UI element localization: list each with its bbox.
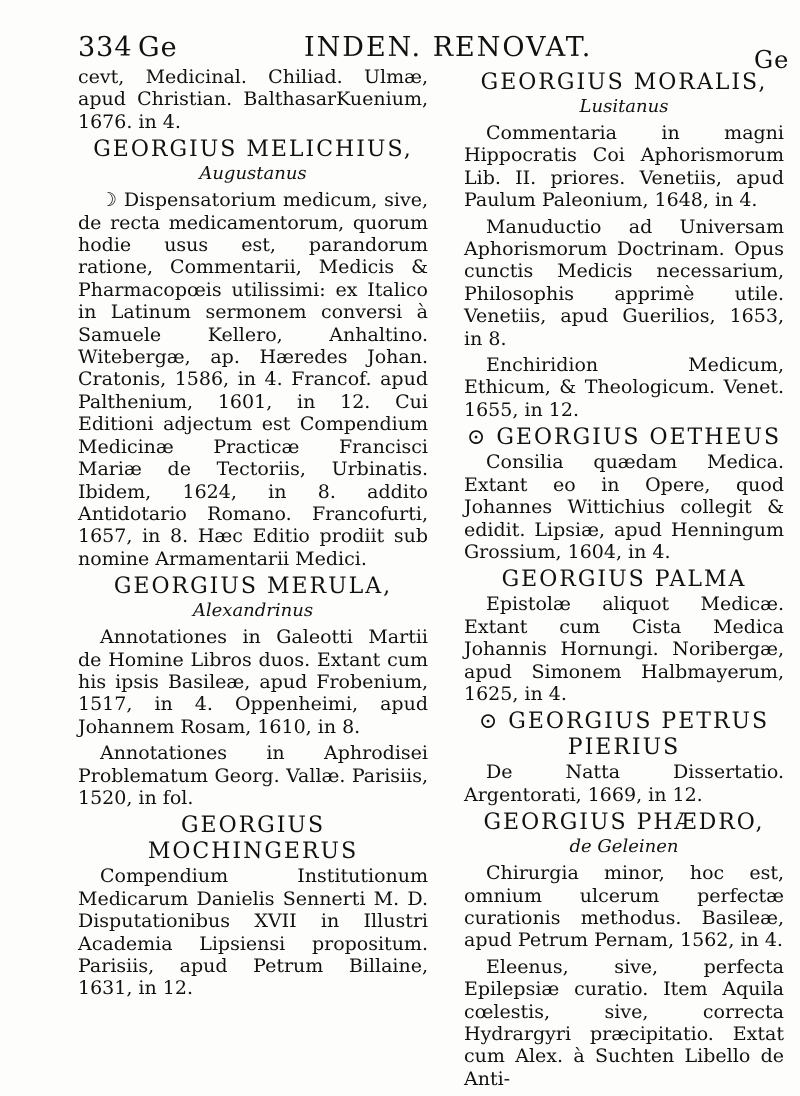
entry-paragraph: Annotationes in Galeotti Martii de Homine Libros duos. Extant cum his ipsis Basileæ, apud Frobenium, 1517, in 4. Oppenheimi, apud Johannem Rosam, 1610, in 8. bbox=[78, 626, 428, 738]
entry-mochingerus bbox=[78, 813, 428, 999]
entry-paragraph: Compendium Institutionum Medicarum Danielis Sennerti M. D. Disputationibus XVII in Illustri Academia Lipsiensi propositum. Parisiis, apud Petrum Billaine, 1631, in 12. bbox=[78, 865, 428, 1000]
entry-oetheus bbox=[464, 425, 784, 563]
header-right-word: Ge bbox=[754, 46, 790, 74]
entry-pierius bbox=[464, 709, 784, 806]
entry-paragraph: Commentaria in magni Hippocratis Coi Aphorismorum Lib. II. priores. Venetiis, apud Paulum Paleonium, 1648, in 4. bbox=[464, 122, 784, 212]
entry-heading: GEORGIUS PHÆDRO, bbox=[483, 810, 765, 836]
entry-paragraph: Epistolæ aliquot Medicæ. Extant cum Cista Medica Johannis Hornungi. Noribergæ, apud Simonem Halbmayerum, 1625, in 4. bbox=[464, 593, 784, 705]
running-title: INDEN. RENOVAT. bbox=[304, 32, 593, 63]
entry-melichius bbox=[78, 137, 428, 570]
entry-heading: ⊙ GEORGIUS PETRUS PIERIUS bbox=[478, 709, 770, 761]
entry-origin: Alexandrinus bbox=[192, 600, 314, 622]
entry-merula bbox=[78, 574, 428, 809]
entry-paragraph: Chirurgia minor, hoc est, omnium ulcerum perfectæ curationis methodus. Basileæ, apud Petrum Pernam, 1562, in 4. bbox=[464, 862, 784, 952]
right-column bbox=[464, 66, 784, 1094]
entry-paragraph: De Natta Dissertatio. Argentorati, 1669, in 12. bbox=[464, 761, 784, 806]
continuation-text: cevt, Medicinal. Chiliad. Ulmæ, apud Christian. BalthasarKuenium, 1676. in 4. bbox=[78, 66, 428, 133]
entry-heading: GEORGIUS MERULA, bbox=[113, 574, 393, 600]
entry-moralis bbox=[464, 70, 784, 421]
entry-paragraph: Consilia quædam Medica. Extant eo in Opere, quod Johannes Wittichius collegit & edidit. Lipsiæ, apud Henningum Grossium, 1604, in 4. bbox=[464, 451, 784, 563]
entry-palma bbox=[464, 567, 784, 705]
entry-paragraph: Enchiridion Medicum, Ethicum, & Theologicum. Venet. 1655, in 12. bbox=[464, 354, 784, 421]
running-header bbox=[78, 26, 790, 74]
page-number: 334 bbox=[78, 32, 133, 63]
entry-paragraph: Eleenus, sive, perfecta Epilepsiæ curatio. Item Aquila cœlestis, sive, correcta Hydrargyri præcipitatio. Extat cum Alex. à Suchten Libello de Anti- bbox=[464, 955, 784, 1090]
entry-heading: GEORGIUS MOCHINGERUS bbox=[147, 813, 359, 865]
entry-heading: ⊙ GEORGIUS OETHEUS bbox=[466, 425, 782, 451]
left-column bbox=[78, 66, 428, 1004]
entry-heading: GEORGIUS MORALIS, bbox=[480, 70, 768, 95]
entry-paragraph: Annotationes in Aphrodisei Problematum Georg. Vallæ. Parisiis, 1520, in fol. bbox=[78, 742, 428, 809]
entry-heading: GEORGIUS MELICHIUS, bbox=[93, 137, 413, 163]
entry-heading: GEORGIUS PALMA bbox=[501, 567, 747, 593]
entry-origin: de Geleinen bbox=[569, 836, 679, 858]
entry-phaedro bbox=[464, 810, 784, 1090]
entry-origin: Augustanus bbox=[199, 163, 307, 185]
header-left-word: Ge bbox=[138, 32, 178, 63]
entry-origin: Lusitanus bbox=[579, 96, 669, 117]
entry-paragraph: ☽ Dispensatorium medicum, sive, de recta medicamentorum, quorum hodie usus est, parandorum ratione, Commentarii, Medicis & Pharmacopœis utilissimi: ex Italico in Latinum sermonem conversi à Samuele Kellero, Anhaltino. Witebergæ, ap. Hæredes Johan. Cratonis, 1586, in 4. Francof. apud Palthenium, 1601, in 12. Cui Editioni adjectum est Compendium Medicinæ Practicæ Francisci Mariæ de Tectoriis, Urbinatis. Ibidem, 1624, in 8. addito Antidotario Romano. Francofurti, 1657, in 8. Hæc Editio prodiit sub nomine Armamentarii Medici. bbox=[78, 189, 428, 570]
entry-paragraph: Manuductio ad Universam Aphorismorum Doctrinam. Opus cunctis Medicis necessarium, Philosophis apprimè utile. Venetiis, apud Guerilios, 1653, in 8. bbox=[464, 215, 784, 350]
